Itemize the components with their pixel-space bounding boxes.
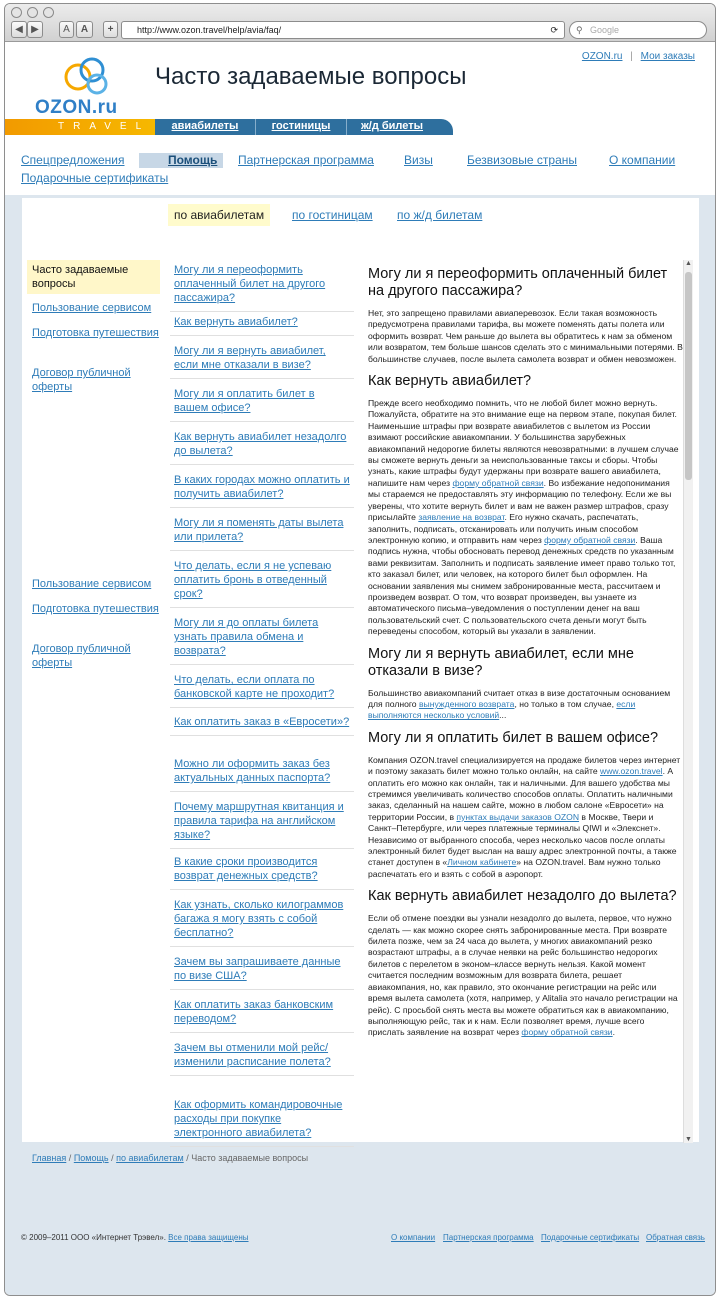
answer-fragment: ...	[499, 710, 507, 721]
pickup-points-link[interactable]: пунктах выдачи заказов OZON	[456, 811, 580, 822]
menu-gift-certificates[interactable]: Подарочные сертификаты	[21, 171, 169, 185]
site-footer	[5, 1233, 715, 1251]
question-link[interactable]: Как вернуть авиабилет незадолго до вылета?	[170, 427, 354, 465]
answer-heading: Как вернуть авиабилет незадолго до вылета?	[368, 888, 677, 905]
text-smaller-button[interactable]: A	[59, 21, 74, 38]
minimize-window-button[interactable]	[27, 7, 38, 18]
answer-heading: Могу ли я оплатить билет в вашем офисе?	[368, 729, 659, 746]
answer-fragment: . Во избежание недопонимания мы стараемся не предоставлять эту информацию по телефону. Если же вы уверены, что хотите вернуть билет и вам не важен размер штрафов, сразу присылайте	[368, 477, 672, 523]
top-links	[582, 51, 695, 62]
browser-window	[4, 3, 716, 1296]
footer-about[interactable]: О компании	[391, 1233, 436, 1242]
menu-help[interactable]: Помощь	[168, 153, 218, 167]
zoom-window-button[interactable]	[43, 7, 54, 18]
sidebar-item-usage[interactable]: Пользование сервисом	[32, 302, 152, 314]
nav-rail[interactable]: ж/д билеты	[360, 120, 424, 132]
browser-toolbar	[5, 4, 715, 42]
url-text: http://www.ozon.travel/help/avia/faq/	[137, 25, 282, 35]
sidebar-item-preparation-2[interactable]: Подготовка путешествия	[32, 603, 159, 615]
answer-fragment: в Москве, Твери и Санкт–Петербурге, или через платежные терминалы QIWI и «Элекснет». Независимо от выбранного способа, через несколько часов после оплаты электронный билет будет выслан на вашу адрес электронной почты, а также станет доступен в «	[368, 811, 677, 868]
answer-heading: Могу ли я вернуть авиабилет, если мне отказали в визе?	[368, 645, 634, 679]
sidebar-item-offer-2[interactable]: Договор публичной оферты	[32, 643, 131, 669]
content-panel	[22, 198, 699, 1163]
question-link[interactable]: Зачем вы отменили мой рейс/изменили расписание полета?	[170, 1038, 354, 1076]
text-larger-button[interactable]: A	[76, 21, 93, 38]
question-link[interactable]: Как узнать, сколько килограммов багажа я могу взять с собой бесплатно?	[170, 895, 354, 947]
refund-form-link[interactable]: заявление на возврат	[418, 512, 505, 523]
answers-scrollbar[interactable]	[683, 260, 693, 1143]
tab-rail[interactable]: по ж/д билетам	[397, 208, 483, 222]
address-bar[interactable]	[121, 21, 565, 39]
rights-link[interactable]: Все права защищены	[168, 1233, 249, 1242]
feedback-link[interactable]: форму обратной связи	[544, 534, 636, 545]
search-input[interactable]	[569, 21, 707, 39]
question-link[interactable]: Что делать, если оплата по банковской карте не проходит?	[170, 670, 354, 708]
answer-fragment: . Ваша подпись нужна, чтобы обосновать перевод денежных средств по указанным вами реквизитам. Заполнить и подписать заявление имеет право только тот, кто заказал билет, или человек, на которого билет был оформлен. На основании заявления мы снимем забронированные места, рассчитаем и произведем возврат. О том, что возврат произведен, вы узнаете из автоматического письма–уведомления о поступлении денег на ваш пользовательский счет. С пользовательского счета деньги могут быть переведены способом, который вы указали в заявлении.	[368, 534, 676, 637]
search-icon: ⚲	[576, 25, 583, 35]
menu-about[interactable]: О компании	[609, 153, 676, 167]
answer-text	[368, 308, 683, 365]
question-link[interactable]: Как оплатить заказ в «Евросети»?	[170, 712, 354, 736]
menu-partner-program[interactable]: Партнерская программа	[238, 153, 374, 167]
answer-text	[368, 398, 683, 638]
top-separator: |	[630, 51, 633, 62]
question-link[interactable]: Могу ли я оплатить билет в вашем офисе?	[170, 384, 354, 422]
question-link[interactable]: Что делать, если я не успеваю оплатить бронь в отведенный срок?	[170, 556, 354, 608]
page-body	[5, 43, 715, 1296]
menu-visas[interactable]: Визы	[404, 153, 433, 167]
menu-special-offers[interactable]: Спецпредложения	[21, 153, 125, 167]
nav-hotels[interactable]: гостиницы	[271, 120, 331, 132]
sidebar-item-faq[interactable]: Часто задаваемые вопросы	[27, 260, 160, 294]
sidebar-item-offer[interactable]: Договор публичной оферты	[32, 367, 131, 393]
answer-paragraph: Нет, это запрещено правилами авиаперевозок. Если такая возможность предусмотрена правилами тарифа, вы можете поменять даты полета или оформить возврат. Чем раньше до вылета вы обратитесь к нам за обменом или возвратом, тем больше шансов сделать это с минимальными потерями. В большинстве случаев, после вылета самолета возврат и обмен невозможен.	[368, 308, 683, 364]
answer-fragment: Компания OZON.travel специализируется на продаже билетов через интернет и поэтому заказать билет можно только онлайн, на сайте	[368, 754, 681, 777]
question-link[interactable]: Могу ли я до оплаты билета узнать правила обмена и возврата?	[170, 613, 354, 665]
scroll-thumb[interactable]	[685, 272, 692, 480]
footer-gifts[interactable]: Подарочные сертификаты	[541, 1233, 640, 1242]
sidebar-item-preparation[interactable]: Подготовка путешествия	[32, 327, 159, 339]
conditions-link[interactable]: если выполняются несколько условий	[368, 698, 636, 721]
question-link[interactable]: Как оплатить заказ банковским переводом?	[170, 995, 354, 1033]
reload-icon[interactable]: ⟳	[550, 25, 558, 35]
scroll-down-icon[interactable]: ▼	[685, 1136, 692, 1143]
answer-fragment: Если об отмене поездки вы узнали незадолго до вылета, первое, что нужно сделать — как можно скорее снять забронированные места. При возврате билета позже, чем за 24 часа до вылета, у многих авиакомпаний резко возрастают штрафы, а в случае неявки на рейс большинство недорогих билетов с перелетом в эконом–классе вернуть нельзя. Какой момент считается последним возможным для возврата билета, решает авиакомпания, но, как правило, это окончание регистрации на рейс или время вылета самолета (хотя, например, у Alitalia это начало регистрации на рейс). С просьбой снять места вы можете обратиться как в авиакомпанию, выполняющую рейс, так и к нам. Если позволяет время, лучше всего прислать заявление на возврат через	[368, 913, 678, 1038]
sidebar-item-usage-2[interactable]: Пользование сервисом	[32, 578, 152, 590]
question-link[interactable]: В какие сроки производится возврат денежных средств?	[170, 852, 354, 890]
answer-fragment: , но только в том случае,	[514, 698, 617, 709]
footer-feedback[interactable]: Обратная связь	[646, 1233, 705, 1242]
copyright-text: © 2009–2011 ООО «Интернет Трэвел».	[21, 1233, 166, 1242]
feedback-link[interactable]: форму обратной связи	[521, 1027, 613, 1038]
nav-avia[interactable]: авиабилеты	[171, 120, 239, 132]
footer-partners[interactable]: Партнерская программа	[443, 1233, 534, 1242]
forced-refund-link[interactable]: вынужденного возврата	[418, 698, 515, 709]
answer-text	[368, 913, 683, 1038]
add-bookmark-button[interactable]: +	[103, 21, 118, 38]
answer-fragment: Большинство авиакомпаний считает отказ в визе достаточным основанием для полного	[368, 687, 671, 709]
scroll-up-icon[interactable]: ▲	[685, 260, 692, 267]
question-link[interactable]: Можно ли оформить заказ без актуальных данных паспорта?	[170, 754, 354, 792]
question-link[interactable]: Как вернуть авиабилет?	[170, 312, 354, 336]
question-link[interactable]: В каких городах можно оплатить и получить авиабилет?	[170, 470, 354, 508]
forward-icon[interactable]: ▶	[27, 21, 43, 38]
answer-text	[368, 755, 683, 880]
breadcrumb-sep: /	[68, 1153, 72, 1163]
breadcrumb-current: Часто задаваемые вопросы	[191, 1153, 309, 1163]
answer-fragment: » на OZON.travel. Вам нужно только распечатать его и взять с собой в аэропорт.	[368, 857, 661, 879]
tab-avia[interactable]: по авиабилетам	[168, 204, 270, 226]
answer-fragment: . А оплатить его можно как онлайн, так и наличными. Для вашего удобства мы стремимся увеличивать количество способов оплаты. Оплатить наличными заказ, сделанный на нашем сайте, можно в любом салоне «Евросети» на территории России, в	[368, 766, 674, 822]
answer-heading: Могу ли я переоформить оплаченный билет на другого пассажира?	[368, 266, 668, 299]
answer-heading: Как вернуть авиабилет?	[368, 373, 532, 390]
breadcrumb-home[interactable]: Главная	[32, 1153, 67, 1163]
travel-strip: TRAVEL	[5, 119, 155, 135]
copyright	[21, 1233, 249, 1242]
breadcrumb-sep: /	[111, 1153, 114, 1163]
page-title: Часто задаваемые вопросы	[155, 63, 467, 90]
logo-text: OZON.ru	[35, 97, 118, 118]
feedback-link[interactable]: форму обратной связи	[452, 477, 544, 488]
my-orders-link[interactable]: Мои заказы	[640, 51, 695, 62]
question-link[interactable]: Могу ли я вернуть авиабилет, если мне отказали в визе?	[170, 341, 354, 379]
ozon-link[interactable]: OZON.ru	[581, 51, 623, 62]
question-link[interactable]: Могу ли я поменять даты вылета или прилета?	[170, 513, 354, 551]
breadcrumb-help[interactable]: Помощь	[73, 1153, 109, 1163]
close-window-button[interactable]	[11, 7, 22, 18]
question-link[interactable]: Как оформить командировочные расходы при покупке электронного авиабилета?	[170, 1095, 354, 1147]
breadcrumb	[32, 1153, 308, 1163]
answer-text	[368, 688, 683, 722]
question-link[interactable]: Почему маршрутная квитанция и правила тарифа на английском языке?	[170, 797, 354, 849]
answer-fragment: . Его нужно скачать, распечатать, заполнить, подписать, отсканировать или получить иным способом электронную копию, и отправить нам через	[368, 512, 639, 545]
question-link[interactable]: Зачем вы запрашиваете данные по визе США?	[170, 952, 354, 990]
faq-tabs	[22, 204, 699, 228]
account-link[interactable]: Личном кабинете	[447, 857, 517, 868]
search-placeholder: Google	[590, 25, 620, 35]
question-link[interactable]: Могу ли я переоформить оплаченный билет на другого пассажира?	[170, 260, 354, 312]
menu-visa-free[interactable]: Безвизовые страны	[467, 153, 578, 167]
tab-hotels[interactable]: по гостиницам	[292, 208, 373, 222]
breadcrumb-sep: /	[186, 1153, 189, 1163]
answer-fragment: Прежде всего необходимо помнить, что не любой билет можно вернуть. Пожалуйста, обратите на это внимание еще на первом этапе, покупая билет. Наименьшие штрафы при возврате авиабилетов с вылетом из России взимают российские авиакомпании. У большинства зарубежных авиакомпаний недорогие билеты являются невозвратными: в лучшем случае вы сможете вернуть деньги за неиспользованные таксы и сборы. Чтобы узнать, какие штрафы будут удержаны при возврате вашего авиабилета, напишите нам через	[368, 398, 679, 488]
answers-area	[368, 260, 683, 1142]
site-header	[5, 43, 715, 195]
answer-fragment: .	[612, 1027, 615, 1038]
site-link[interactable]: www.ozon.travel	[600, 766, 663, 777]
main-nav	[155, 119, 453, 135]
breadcrumb-avia[interactable]: по авиабилетам	[116, 1153, 184, 1163]
back-icon[interactable]: ◀	[11, 21, 27, 38]
